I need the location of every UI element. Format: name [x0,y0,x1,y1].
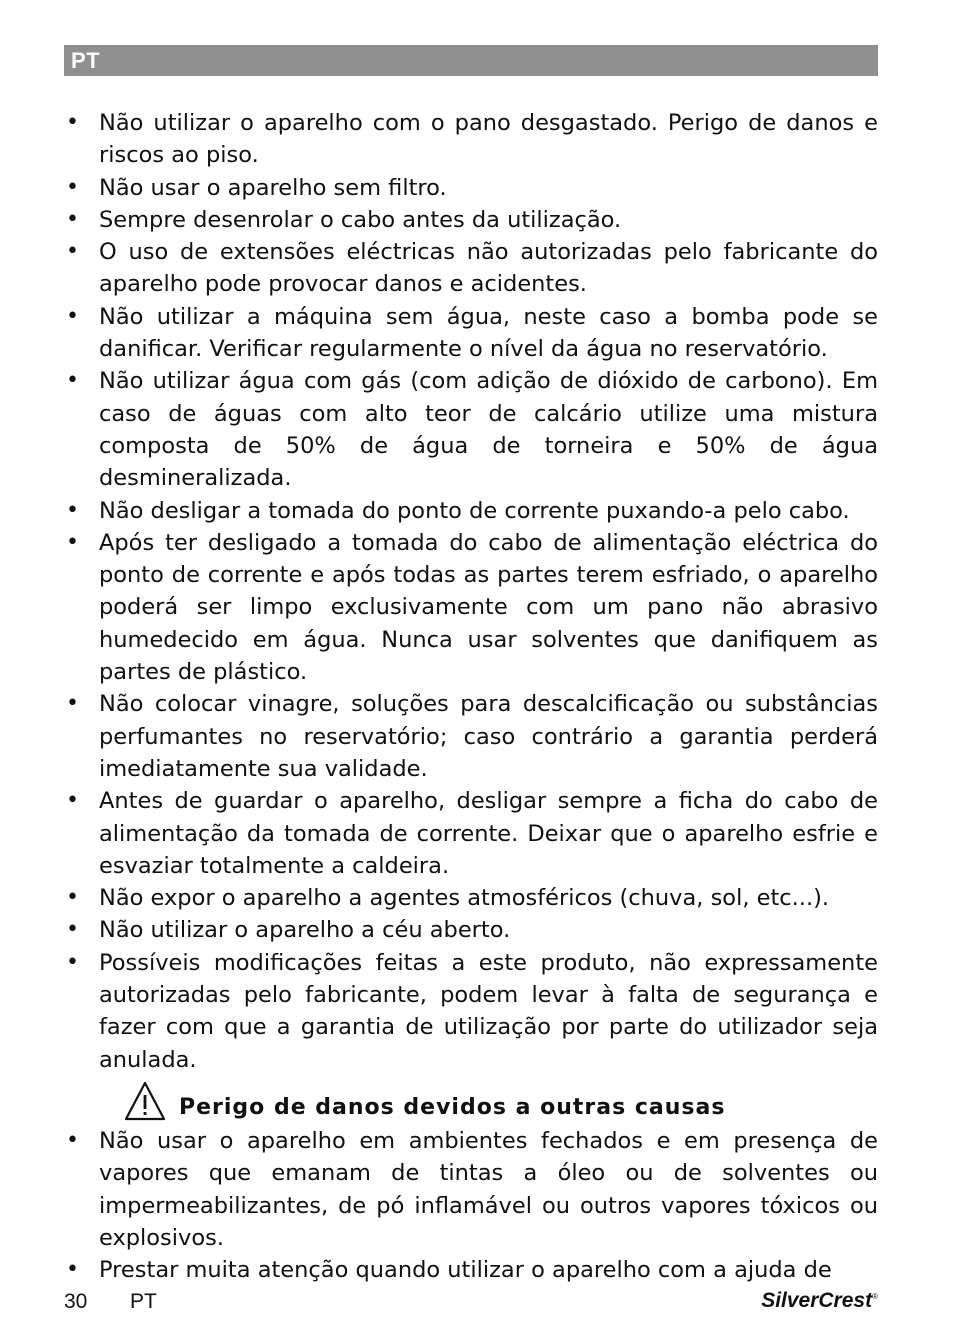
list-item: • Não utilizar o aparelho a céu aberto. [64,914,878,946]
list-item: • Após ter desligado a tomada do cabo de alimentação eléctrica do ponto de corrente e após todas as partes terem esfriado, o aparelho poderá ser limpo exclusivamente com um pano não abrasivo humedecido em água. Nunca usar solventes que danifiquem as partes de plástico. [64,527,878,688]
list-item: • O uso de extensões eléctricas não autorizadas pelo fabricante do aparelho pode provocar danos e acidentes. [64,236,878,301]
bullet-icon: • [66,174,79,200]
bullet-icon: • [66,1257,79,1283]
bullet-icon: • [66,917,79,943]
safety-bullet-list [64,107,878,1076]
bullet-icon: • [66,110,79,135]
language-header-bar [64,45,878,76]
list-item: • Não utilizar água com gás (com adição de dióxido de carbono). Em caso de águas com alto teor de calcário utilize uma mistura composta de 50% de água de torneira e 50% de água desmineralizada. [64,365,878,494]
list-item: • Possíveis modificações feitas a este produto, não expressamente autorizadas pelo fabricante, podem levar à falta de segurança e fazer com que a garantia de utilização por parte do utilizador seja anulada. [64,947,878,1076]
bullet-icon: • [66,497,79,523]
brand-logo [761,1289,878,1313]
bullet-icon: • [66,949,79,975]
section-heading-text: Perigo de danos devidos a outras causas [179,1095,726,1120]
warning-triangle-icon [123,1080,167,1122]
bullet-icon: • [66,691,79,717]
list-item: • Não usar o aparelho em ambientes fechados e em presença de vapores que emanam de tintas a óleo ou de solventes ou impermeabilizantes, de pó inflamável ou outros vapores tóxicos ou explosivos. [64,1125,878,1254]
bullet-icon: • [66,529,79,555]
list-item: • Prestar muita atenção quando utilizar o aparelho com a ajuda de [64,1254,878,1286]
list-item: • Não expor o aparelho a agentes atmosféricos (chuva, sol, etc...). [64,882,878,914]
bullet-icon: • [66,368,79,394]
footer-language: PT [130,1290,157,1313]
list-item: • Não usar o aparelho sem filtro. [64,172,878,204]
registered-mark: ® [872,1292,878,1301]
bullet-icon: • [66,788,79,814]
list-item: • Não utilizar o aparelho com o pano desgastado. Perigo de danos e riscos ao piso. [64,107,878,172]
list-item: • Não colocar vinagre, soluções para descalcificação ou substâncias perfumantes no reservatório; caso contrário a garantia perderá imediatamente sua validade. [64,688,878,785]
list-item: • Antes de guardar o aparelho, desligar sempre a ficha do cabo de alimentação da tomada de corrente. Deixar que o aparelho esfrie e esvaziar totalmente a caldeira. [64,785,878,882]
page-number: 30 [64,1290,88,1313]
bullet-icon: • [66,885,79,911]
list-item: • Sempre desenrolar o cabo antes da utilização. [64,204,878,236]
section-heading [123,1078,725,1122]
list-item: • Não desligar a tomada do ponto de corrente puxando-a pelo cabo. [64,495,878,527]
bullet-icon: • [66,303,79,329]
bullet-icon: • [66,239,79,265]
hazard-bullet-list [64,1125,878,1286]
language-label: PT [71,48,101,73]
list-item: • Não utilizar a máquina sem água, neste caso a bomba pode se danificar. Verificar regularmente o nível da água no reservatório. [64,301,878,366]
bullet-icon: • [66,206,79,232]
bullet-icon: • [66,1128,79,1153]
brand-name: SilverCrest [761,1289,873,1312]
